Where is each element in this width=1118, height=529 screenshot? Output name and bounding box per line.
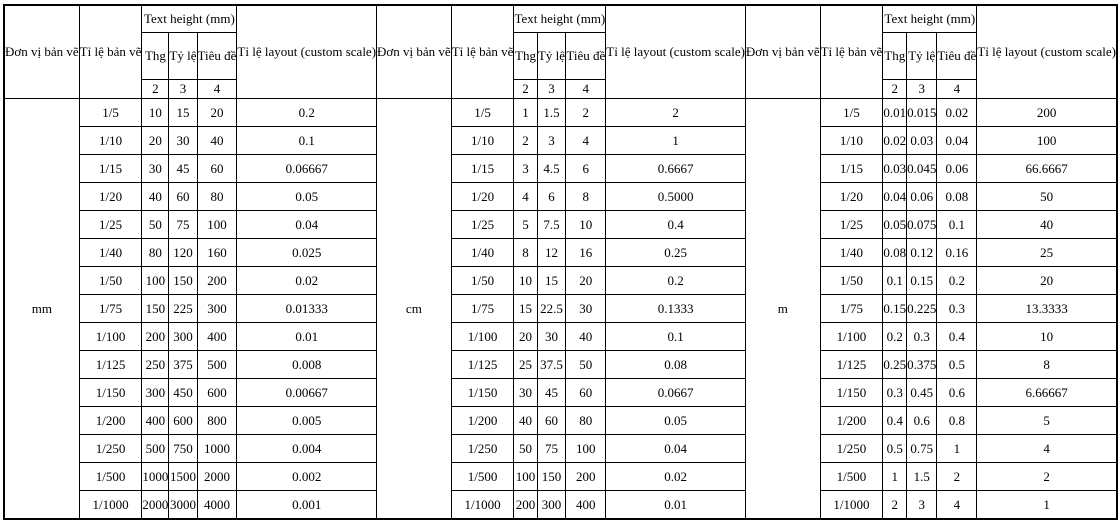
table-cell: 2000 bbox=[197, 463, 237, 491]
table-cell: 0.1 bbox=[237, 127, 377, 155]
table-cell: 1500 bbox=[169, 463, 197, 491]
table-cell: 0.002 bbox=[237, 463, 377, 491]
table-cell: 0.1333 bbox=[606, 295, 746, 323]
table-cell: 2000 bbox=[142, 491, 169, 520]
table-cell: 0.01 bbox=[606, 491, 746, 520]
table-cell: 0.5 bbox=[883, 435, 907, 463]
header-text-height: Text height (mm) bbox=[514, 5, 606, 33]
table-cell: 7.5 bbox=[537, 211, 566, 239]
table-cell: 1/15 bbox=[79, 155, 142, 183]
scale-table-wrapper bbox=[3, 4, 1118, 520]
table-cell: 1/100 bbox=[451, 323, 514, 351]
table-cell: 1/10 bbox=[79, 127, 142, 155]
header-layout-scale: Tỉ lệ layout (custom scale) bbox=[606, 5, 746, 99]
table-cell: 0.3 bbox=[937, 295, 977, 323]
table-cell: 1/50 bbox=[79, 267, 142, 295]
table-cell: 1/200 bbox=[820, 407, 883, 435]
table-cell: 50 bbox=[142, 211, 169, 239]
table-cell: 1 bbox=[606, 127, 746, 155]
table-cell: 5 bbox=[977, 407, 1117, 435]
table-cell: 40 bbox=[977, 211, 1117, 239]
table-cell: 1/150 bbox=[79, 379, 142, 407]
table-cell: 0.03 bbox=[907, 127, 937, 155]
table-cell: 1/1000 bbox=[79, 491, 142, 520]
table-cell: 1/125 bbox=[820, 351, 883, 379]
table-cell: 400 bbox=[197, 323, 237, 351]
header-col-num-1: 3 bbox=[169, 80, 197, 99]
table-cell: 15 bbox=[169, 99, 197, 127]
table-cell: 15 bbox=[514, 295, 537, 323]
table-cell: 4 bbox=[566, 127, 606, 155]
table-cell: 0.04 bbox=[606, 435, 746, 463]
table-cell: 0.01333 bbox=[237, 295, 377, 323]
table-cell: 60 bbox=[197, 155, 237, 183]
table-cell: 75 bbox=[169, 211, 197, 239]
table-cell: 40 bbox=[566, 323, 606, 351]
table-cell: 1/20 bbox=[451, 183, 514, 211]
table-cell: 800 bbox=[197, 407, 237, 435]
table-cell: 160 bbox=[197, 239, 237, 267]
table-cell: 6 bbox=[537, 183, 566, 211]
table-cell: 1/20 bbox=[820, 183, 883, 211]
table-cell: 1/1000 bbox=[820, 491, 883, 520]
table-cell: 200 bbox=[977, 99, 1117, 127]
table-cell: 0.08 bbox=[606, 351, 746, 379]
table-row bbox=[4, 211, 1117, 239]
table-cell: 20 bbox=[197, 99, 237, 127]
table-cell: 37.5 bbox=[537, 351, 566, 379]
table-cell: 0.01 bbox=[883, 99, 907, 127]
table-cell: 22.5 bbox=[537, 295, 566, 323]
table-row bbox=[4, 351, 1117, 379]
table-cell: 200 bbox=[514, 491, 537, 520]
table-cell: 0.02 bbox=[606, 463, 746, 491]
table-cell: 0.00667 bbox=[237, 379, 377, 407]
header-layout-scale: Tỉ lệ layout (custom scale) bbox=[977, 5, 1117, 99]
table-cell: 225 bbox=[169, 295, 197, 323]
table-cell: 0.4 bbox=[883, 407, 907, 435]
table-cell: 0.2 bbox=[883, 323, 907, 351]
table-cell: 75 bbox=[537, 435, 566, 463]
table-row bbox=[4, 463, 1117, 491]
table-cell: 6 bbox=[566, 155, 606, 183]
table-row bbox=[4, 99, 1117, 127]
table-cell: 1 bbox=[937, 435, 977, 463]
table-cell: 20 bbox=[142, 127, 169, 155]
unit-cell: m bbox=[745, 99, 820, 520]
table-cell: 750 bbox=[169, 435, 197, 463]
table-cell: 1/500 bbox=[79, 463, 142, 491]
table-cell: 0.6667 bbox=[606, 155, 746, 183]
table-cell: 20 bbox=[514, 323, 537, 351]
table-cell: 0.4 bbox=[937, 323, 977, 351]
table-cell: 0.25 bbox=[883, 351, 907, 379]
header-col-num-0: 2 bbox=[514, 80, 537, 99]
table-cell: 0.15 bbox=[907, 267, 937, 295]
table-cell: 1/50 bbox=[451, 267, 514, 295]
header-col-1: Tỷ lệ bbox=[169, 33, 197, 80]
table-cell: 300 bbox=[197, 295, 237, 323]
table-row bbox=[4, 491, 1117, 520]
table-cell: 3000 bbox=[169, 491, 197, 520]
table-cell: 500 bbox=[197, 351, 237, 379]
table-cell: 0.02 bbox=[237, 267, 377, 295]
table-cell: 250 bbox=[142, 351, 169, 379]
table-cell: 0.008 bbox=[237, 351, 377, 379]
table-cell: 200 bbox=[197, 267, 237, 295]
table-cell: 40 bbox=[514, 407, 537, 435]
header-col-1: Tỷ lệ bbox=[907, 33, 937, 80]
table-cell: 0.045 bbox=[907, 155, 937, 183]
table-cell: 25 bbox=[514, 351, 537, 379]
table-cell: 80 bbox=[142, 239, 169, 267]
table-cell: 1/75 bbox=[820, 295, 883, 323]
table-cell: 0.2 bbox=[606, 267, 746, 295]
table-cell: 100 bbox=[977, 127, 1117, 155]
table-cell: 45 bbox=[537, 379, 566, 407]
table-cell: 10 bbox=[977, 323, 1117, 351]
table-cell: 0.45 bbox=[907, 379, 937, 407]
table-cell: 150 bbox=[142, 295, 169, 323]
table-cell: 0.075 bbox=[907, 211, 937, 239]
table-cell: 8 bbox=[977, 351, 1117, 379]
table-cell: 1/10 bbox=[820, 127, 883, 155]
header-ratio: Tỉ lệ bản vẽ bbox=[451, 5, 514, 99]
table-cell: 16 bbox=[566, 239, 606, 267]
table-cell: 1/125 bbox=[451, 351, 514, 379]
table-cell: 2 bbox=[883, 491, 907, 520]
table-cell: 0.3 bbox=[883, 379, 907, 407]
table-row bbox=[4, 379, 1117, 407]
table-cell: 1/500 bbox=[820, 463, 883, 491]
table-cell: 4.5 bbox=[537, 155, 566, 183]
table-cell: 1/50 bbox=[820, 267, 883, 295]
table-cell: 12 bbox=[537, 239, 566, 267]
table-cell: 0.1 bbox=[883, 267, 907, 295]
header-unit: Đơn vị bản vẽ bbox=[377, 5, 452, 99]
table-cell: 30 bbox=[169, 127, 197, 155]
table-cell: 300 bbox=[142, 379, 169, 407]
table-cell: 450 bbox=[169, 379, 197, 407]
table-cell: 0.02 bbox=[883, 127, 907, 155]
table-cell: 1/25 bbox=[451, 211, 514, 239]
table-cell: 30 bbox=[537, 323, 566, 351]
header-col-0: Thg bbox=[883, 33, 907, 80]
table-cell: 0.75 bbox=[907, 435, 937, 463]
table-cell: 0.2 bbox=[937, 267, 977, 295]
table-cell: 400 bbox=[142, 407, 169, 435]
table-cell: 500 bbox=[142, 435, 169, 463]
table-cell: 1 bbox=[514, 99, 537, 127]
table-cell: 5 bbox=[514, 211, 537, 239]
table-cell: 150 bbox=[537, 463, 566, 491]
table-cell: 1/250 bbox=[79, 435, 142, 463]
table-row bbox=[4, 155, 1117, 183]
table-cell: 1/15 bbox=[451, 155, 514, 183]
table-row bbox=[4, 183, 1117, 211]
table-cell: 8 bbox=[514, 239, 537, 267]
table-row bbox=[4, 239, 1117, 267]
table-cell: 0.15 bbox=[883, 295, 907, 323]
table-cell: 100 bbox=[142, 267, 169, 295]
table-cell: 1.5 bbox=[537, 99, 566, 127]
table-cell: 30 bbox=[566, 295, 606, 323]
table-cell: 1/10 bbox=[451, 127, 514, 155]
table-cell: 2 bbox=[977, 463, 1117, 491]
header-col-1: Tỷ lệ bbox=[537, 33, 566, 80]
table-cell: 3 bbox=[907, 491, 937, 520]
table-cell: 80 bbox=[197, 183, 237, 211]
table-cell: 0.04 bbox=[883, 183, 907, 211]
table-cell: 0.08 bbox=[883, 239, 907, 267]
table-cell: 0.375 bbox=[907, 351, 937, 379]
table-cell: 15 bbox=[537, 267, 566, 295]
table-cell: 600 bbox=[169, 407, 197, 435]
table-cell: 0.16 bbox=[937, 239, 977, 267]
table-cell: 0.5000 bbox=[606, 183, 746, 211]
table-cell: 100 bbox=[514, 463, 537, 491]
table-cell: 4 bbox=[937, 491, 977, 520]
table-cell: 1/5 bbox=[79, 99, 142, 127]
header-ratio: Tỉ lệ bản vẽ bbox=[820, 5, 883, 99]
table-cell: 1/250 bbox=[820, 435, 883, 463]
header-col-2: Tiêu đề bbox=[566, 33, 606, 80]
table-cell: 3 bbox=[514, 155, 537, 183]
table-row bbox=[4, 295, 1117, 323]
table-cell: 100 bbox=[566, 435, 606, 463]
table-cell: 80 bbox=[566, 407, 606, 435]
table-cell: 0.2 bbox=[237, 99, 377, 127]
header-layout-scale: Tỉ lệ layout (custom scale) bbox=[237, 5, 377, 99]
table-cell: 60 bbox=[169, 183, 197, 211]
table-cell: 1/200 bbox=[451, 407, 514, 435]
table-cell: 150 bbox=[169, 267, 197, 295]
table-cell: 40 bbox=[197, 127, 237, 155]
header-ratio: Tỉ lệ bản vẽ bbox=[79, 5, 142, 99]
table-cell: 45 bbox=[169, 155, 197, 183]
table-cell: 40 bbox=[142, 183, 169, 211]
table-cell: 8 bbox=[566, 183, 606, 211]
header-text-height: Text height (mm) bbox=[142, 5, 237, 33]
table-cell: 0.015 bbox=[907, 99, 937, 127]
table-row bbox=[4, 323, 1117, 351]
table-row bbox=[4, 435, 1117, 463]
table-cell: 60 bbox=[566, 379, 606, 407]
header-col-num-2: 4 bbox=[566, 80, 606, 99]
table-cell: 1/25 bbox=[820, 211, 883, 239]
table-cell: 400 bbox=[566, 491, 606, 520]
table-cell: 0.005 bbox=[237, 407, 377, 435]
table-cell: 0.06667 bbox=[237, 155, 377, 183]
table-cell: 0.02 bbox=[937, 99, 977, 127]
table-cell: 0.001 bbox=[237, 491, 377, 520]
table-cell: 0.004 bbox=[237, 435, 377, 463]
table-cell: 20 bbox=[566, 267, 606, 295]
table-cell: 4 bbox=[977, 435, 1117, 463]
table-cell: 1/75 bbox=[451, 295, 514, 323]
table-cell: 1/15 bbox=[820, 155, 883, 183]
table-cell: 1/100 bbox=[79, 323, 142, 351]
table-cell: 10 bbox=[566, 211, 606, 239]
header-col-2: Tiêu đề bbox=[937, 33, 977, 80]
table-cell: 1/5 bbox=[451, 99, 514, 127]
table-cell: 1/150 bbox=[820, 379, 883, 407]
table-cell: 1 bbox=[977, 491, 1117, 520]
table-cell: 0.1 bbox=[937, 211, 977, 239]
table-cell: 1/150 bbox=[451, 379, 514, 407]
table-row bbox=[4, 267, 1117, 295]
table-cell: 30 bbox=[514, 379, 537, 407]
table-cell: 375 bbox=[169, 351, 197, 379]
table-cell: 60 bbox=[537, 407, 566, 435]
table-cell: 1/200 bbox=[79, 407, 142, 435]
table-cell: 1/40 bbox=[820, 239, 883, 267]
table-cell: 3 bbox=[537, 127, 566, 155]
table-cell: 6.66667 bbox=[977, 379, 1117, 407]
table-cell: 13.3333 bbox=[977, 295, 1117, 323]
table-cell: 50 bbox=[566, 351, 606, 379]
header-col-0: Thg bbox=[142, 33, 169, 80]
table-cell: 0.04 bbox=[237, 211, 377, 239]
header-col-num-1: 3 bbox=[907, 80, 937, 99]
table-cell: 0.6 bbox=[907, 407, 937, 435]
header-col-num-2: 4 bbox=[197, 80, 237, 99]
table-cell: 50 bbox=[977, 183, 1117, 211]
table-cell: 2 bbox=[566, 99, 606, 127]
table-cell: 1/40 bbox=[451, 239, 514, 267]
header-text-height: Text height (mm) bbox=[883, 5, 977, 33]
table-cell: 1/500 bbox=[451, 463, 514, 491]
table-cell: 0.1 bbox=[606, 323, 746, 351]
unit-cell: mm bbox=[4, 99, 79, 520]
header-unit: Đơn vị bản vẽ bbox=[4, 5, 79, 99]
table-cell: 4 bbox=[514, 183, 537, 211]
table-cell: 1/100 bbox=[820, 323, 883, 351]
table-cell: 0.06 bbox=[937, 155, 977, 183]
table-cell: 0.0667 bbox=[606, 379, 746, 407]
table-cell: 0.025 bbox=[237, 239, 377, 267]
table-cell: 50 bbox=[514, 435, 537, 463]
table-row bbox=[4, 407, 1117, 435]
table-cell: 25 bbox=[977, 239, 1117, 267]
table-cell: 1/25 bbox=[79, 211, 142, 239]
table-cell: 1/125 bbox=[79, 351, 142, 379]
table-cell: 0.05 bbox=[237, 183, 377, 211]
table-cell: 10 bbox=[142, 99, 169, 127]
table-cell: 0.05 bbox=[606, 407, 746, 435]
table-cell: 1/1000 bbox=[451, 491, 514, 520]
header-col-num-1: 3 bbox=[537, 80, 566, 99]
table-cell: 30 bbox=[142, 155, 169, 183]
table-cell: 0.8 bbox=[937, 407, 977, 435]
table-cell: 600 bbox=[197, 379, 237, 407]
table-cell: 1/5 bbox=[820, 99, 883, 127]
table-cell: 0.25 bbox=[606, 239, 746, 267]
table-cell: 0.4 bbox=[606, 211, 746, 239]
table-cell: 300 bbox=[537, 491, 566, 520]
unit-cell: cm bbox=[377, 99, 452, 520]
table-cell: 1/250 bbox=[451, 435, 514, 463]
table-cell: 0.12 bbox=[907, 239, 937, 267]
table-cell: 0.3 bbox=[907, 323, 937, 351]
table-cell: 10 bbox=[514, 267, 537, 295]
table-cell: 1/40 bbox=[79, 239, 142, 267]
header-col-num-0: 2 bbox=[883, 80, 907, 99]
table-cell: 1 bbox=[883, 463, 907, 491]
table-cell: 1/75 bbox=[79, 295, 142, 323]
text-height-scale-table bbox=[3, 4, 1118, 520]
table-cell: 2 bbox=[514, 127, 537, 155]
table-cell: 4000 bbox=[197, 491, 237, 520]
table-cell: 0.08 bbox=[937, 183, 977, 211]
table-row bbox=[4, 127, 1117, 155]
header-col-num-2: 4 bbox=[937, 80, 977, 99]
table-cell: 1/20 bbox=[79, 183, 142, 211]
table-cell: 66.6667 bbox=[977, 155, 1117, 183]
table-cell: 0.06 bbox=[907, 183, 937, 211]
table-cell: 0.05 bbox=[883, 211, 907, 239]
header-unit: Đơn vị bản vẽ bbox=[745, 5, 820, 99]
table-cell: 200 bbox=[142, 323, 169, 351]
table-cell: 120 bbox=[169, 239, 197, 267]
table-cell: 2 bbox=[937, 463, 977, 491]
table-cell: 300 bbox=[169, 323, 197, 351]
table-cell: 1000 bbox=[197, 435, 237, 463]
table-cell: 200 bbox=[566, 463, 606, 491]
table-cell: 1.5 bbox=[907, 463, 937, 491]
header-col-num-0: 2 bbox=[142, 80, 169, 99]
table-cell: 0.03 bbox=[883, 155, 907, 183]
table-cell: 0.04 bbox=[937, 127, 977, 155]
header-col-2: Tiêu đề bbox=[197, 33, 237, 80]
table-cell: 2 bbox=[606, 99, 746, 127]
table-cell: 1000 bbox=[142, 463, 169, 491]
table-cell: 20 bbox=[977, 267, 1117, 295]
table-cell: 0.225 bbox=[907, 295, 937, 323]
header-col-0: Thg bbox=[514, 33, 537, 80]
table-cell: 0.01 bbox=[237, 323, 377, 351]
table-cell: 0.5 bbox=[937, 351, 977, 379]
table-cell: 0.6 bbox=[937, 379, 977, 407]
table-cell: 100 bbox=[197, 211, 237, 239]
